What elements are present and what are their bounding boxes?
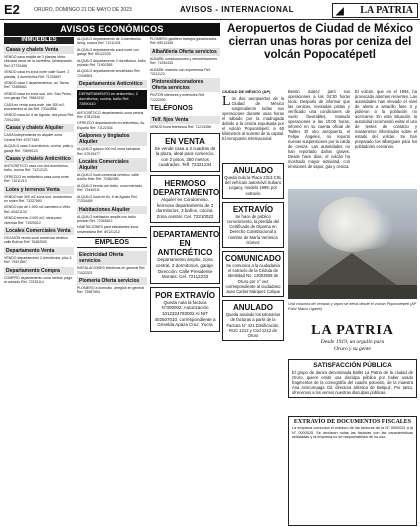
boxed-ad-title: EN VENTA (165, 136, 205, 146)
article-column-3: El volcán, que en el 1994, ha provocado alarmas recientes. Las autoridades han elevado el nivel de alerta a amarillo fase 3 y pidieron a la población no acercarse. En esta situación, la autoridad recomendó evitar el uso de lentes de contacto y mantenerse informados sobre el estado del volcán. Se han preparado los albergues para los pobladores cercanos. (355, 89, 417, 149)
category-header: Plomería Oferta servicios (77, 277, 147, 285)
classified-ad: COMPRO departamento zona central, pago al contado Ref. 72233114 (4, 275, 73, 284)
classified-ad: ALQUILO departamento zona norte con garaje Ref. 60122233 (77, 47, 139, 57)
classifieds-column-2 (77, 37, 147, 519)
classified-ad: ANTICRÉTICO casa con dos dormitorios, baño, cocina Ref. 71212121 (4, 163, 69, 173)
dateline: ORURO, DOMINGO 21 DE MAYO DE 2023 (34, 7, 132, 13)
la-patria-title: LA PATRIA (311, 323, 394, 338)
classifieds-banner: AVISOS ECONÓMICOS (4, 23, 220, 36)
boxed-ad-text: Alquiler en Condominio, hermoso departamento de 3 dormitorios, 3 baños, cocina. Zona central. Cel. 72210022 (156, 197, 214, 219)
category-header: Casas y chalets Venta (4, 46, 74, 54)
classified-ad: OFREZCO departamento en anticrético, Av. España Ref. 71122334 (77, 121, 145, 130)
volcano-photo (288, 189, 417, 299)
category-header: Lotes y terrenos Venta (4, 186, 74, 194)
drop-cap: L (222, 94, 231, 109)
category-header: Habitaciones Alquiler (77, 206, 147, 214)
article-column-2: Benito Juárez paró sus operaciones a las 04:30 horas local. Después de informar que las cenizas, revisadas pistas y verificado una condiciones de vuelo favorables, reanudó operaciones a las 10:00 horas, informó en su cuenta oficial de Twitter. El otro aeropuerto, el Felipe Ángeles, no reportó nuevas suspensiones por la caída de ceniza. Las autoridades no han reportado daños graves. Desde hace días, el volcán ha mostrado mayor actividad, con emisiones de vapor, gas y ceniza. (288, 89, 350, 169)
classified-ad: CASA independiente en alquiler zona Central Ref. 67577481 (4, 133, 62, 142)
notice-text: Se hace de público conocimiento, la pérdida del Certificado de Dipoma en Derecho Constitucional a nombre de María Verónica Gómez (226, 213, 280, 245)
article-text-1: os dos aeropuertos de la Ciudad de México suspendieron todas sus operaciones durante unas horas el sábado por la madrugada debido a la ceniza expulsada por el volcán Popocatépetl, a 60 kilómetros al sureste de la capital. El Aeropuerto Internacional (222, 96, 284, 141)
classified-ad: VENDO casa Av. 6 de Agosto, dos pisos Ref. 72012345 (4, 113, 74, 122)
page-number: E2 (4, 2, 20, 17)
category-header: Departamento Venta (4, 247, 74, 255)
boxed-ad-text: Queda nula la factura N°000002. Autorización 1012324783002 Al NIT 402507010, correspondiente a Griselda Apaza Cruz. Yucra (154, 299, 216, 328)
classified-ad: ALQUILO local en Av. 6 de Agosto Ref. 71334455 (77, 194, 138, 204)
section-title: AVISOS - INTERNACIONAL (180, 5, 294, 14)
classified-ad: ALBAÑIL maestro con experiencia Ref. 72111122 (150, 67, 211, 77)
phones-heading: TELÉFONOS (150, 105, 193, 113)
notice-title: ANULADO (233, 166, 273, 175)
foreground-ground (288, 285, 417, 299)
notice-box (222, 251, 284, 297)
la-patria-slogan-1: Desde 1919, un orgullo para (320, 339, 385, 345)
classified-ad: VENDO casa amplia de 3 plantas Vinto. Ubicada cerca de la carretera. Urbanización Ref. 67723466 (4, 55, 73, 68)
classified-ad: ALBAÑIL construcciones y remodelaciones Ref. 71254433 (150, 56, 217, 66)
ash-plume-secondary (338, 209, 398, 249)
classified-ad: ANTICRÉTICO departamento zona central Ref. 67812340 (77, 110, 144, 120)
classified-ad: VENDO casa en zona sud, Urb. San Pedro, con garaje Ref. 76543210 (4, 91, 72, 101)
lost-documents-box (288, 416, 417, 526)
boxed-ad-text: Departamento amplio, zona central, 3 dormitorios, garaje. Dirección: Calle Presidente Montes. Cel. 72112233 (155, 257, 215, 280)
notice-box (222, 202, 284, 248)
logo-text: LA PATRIA (360, 5, 413, 16)
category-header: Locales Comerciales Alquiler (77, 158, 147, 172)
category-header: Casas y chalets Alquiler (4, 124, 74, 132)
classified-ad: CASA en venta zona este, lote 300 m2, documentos al día Ref. 73344556 (4, 102, 66, 112)
article-column-1 (222, 89, 284, 141)
classified-ad: OFREZCO en anticrético casa zona norte Ref. 71011213 (4, 174, 69, 184)
category-header: Galpones y tinglados Alquiler (77, 132, 147, 146)
photo-caption: Una columna de cenizas y vapor se eleva desde el volcán Popocatépetl (AP Foto/ Marco Ugarte) (288, 302, 417, 311)
side-ads (222, 163, 284, 344)
notice-title: COMUNICADO (225, 254, 281, 264)
classified-ad: ALQUILO departamento de 3 dormitorios, living, cocina Ref. 71211431 (77, 37, 142, 46)
notice-text: Queda nula la Placa 2313 CSL del vehículo automóvil Subaru Legacy, modelo 1999, por extravío (224, 175, 282, 196)
classified-ad: ALQUILO habitación amplia con baño privado Ref. 72345612 (77, 214, 136, 223)
category-header: Departamentos Anticrético (77, 80, 147, 88)
logo-flag-icon: ◢ (336, 6, 344, 17)
category-header: Casas y chalets Anticrético (4, 155, 74, 163)
public-apology-box (288, 359, 417, 398)
classifieds-section (4, 23, 220, 519)
classified-ad: ALQUILO galpón 400 m2 zona industrial Ref. 67519477 (77, 147, 140, 156)
apology-text: El grupo de danza denominada Ballet La Patria de la ciudad de Oruro, quiere emitir una disculpa pública por haber usado fragmentos de la coreografía del cuadro potosino, de la maestra Ana Ariscurruaga Gil, directora artística de Betipuz. Por tanto, ofrecemos a los vemos nuestras disculpas públicas. (292, 370, 413, 395)
classified-ad: VENDO lote de 1.000 m2 carretera a Vinto Ref. 60421133 (4, 205, 71, 214)
boxed-ad-title: DEPARTAMENTO EN ANTICRÉTICO (153, 230, 220, 258)
boxed-ad (150, 226, 220, 283)
classified-ad: ALQUILO casa 3 dormitorios, cocina, patio y garaje Ref. 73699123 (4, 144, 74, 153)
newspaper-logo (332, 3, 418, 18)
article-area (222, 23, 418, 523)
notice-text: Queda anulado los talonarios de facturas a partir de la Factura N° 421 Dosificación, RUC 1212 y Cod 1212 de Oruro (225, 312, 281, 339)
article-headline: Aeropuertos de Ciudad de México cierran unas horas por ceniza del volcán Popocatépetl (227, 23, 413, 61)
category-header: Departamento Compra (4, 267, 74, 275)
classified-ad: PINTOR interiores y exteriores Ref. 71222090 (150, 93, 205, 102)
classified-ad: VENDO departamento 2 dormitorios, piso 3 Ref. 79321567 (4, 255, 72, 265)
notice-box (222, 300, 284, 341)
notice-text: Se comunica a la ciudadanía el extravío de la Cédula de Identidad No. 13003508 de Oruro por 1° vez correspondiente al ciudadano Juan Carlos Márquez Colque (225, 263, 281, 295)
classified-ad: PLOMERO a domicilio, arreglos en general Ref. 72987654 (77, 285, 145, 295)
boxed-ad-text: Se vende casa a 3 cuadras de la plaza, ideal para comercio, con 2 pisos, 350 metros cuadrados. Telf. 72321234 (154, 145, 216, 168)
classified-ad: VENDO lote 300 m2 zona sud, documentos en orden Ref. 73227890 (4, 194, 72, 203)
notice-title: EXTRAVÍO (232, 204, 274, 214)
employment-banner: EMPLEOS (77, 237, 147, 248)
classified-ad: ALQUILO departamento amueblado Ref. 72445501 (77, 69, 141, 78)
boxed-ad-title: HERMOSO DEPARTAMENTO (153, 179, 220, 198)
boxed-ad (150, 287, 220, 332)
classified-ad: ALQUILO local comercial céntrico, calle Adolfo Mier Ref. 72482380 (77, 173, 139, 182)
highlighted-ad: DEPARTAMENTO en anticrético, 2 dormitorios, cocina, baño Ref. 72890110 (77, 90, 147, 108)
la-patria-slogan-2: Oruro y su gente (334, 346, 371, 352)
classifieds-column-3 (150, 37, 220, 519)
article-dateline: CIUDAD DE MÉXICO (AP) (222, 89, 271, 94)
classified-ad: HABITACIONES para estudiantes zona universitaria Ref. 60121212 (77, 225, 139, 234)
notice-title: ANULADO (233, 303, 273, 313)
category-header: Pintores/decoradores Oferta servicios (150, 78, 220, 92)
boxed-ad-title: POR EXTRAVÍO (155, 290, 215, 300)
la-patria-banner (288, 323, 417, 353)
classified-ad: VENDO línea telefónica Ref. 71213456 (150, 125, 211, 130)
classified-ad: INSTALACIONES eléctricas en general Ref. 71023321 (77, 266, 146, 275)
classified-ad: OCASIÓN vendo local comercial céntrico calle Bolívar Ref. 76452000 (4, 235, 68, 245)
classified-ad: ALQUILO departamento 2 dormitorios, baño privado Ref. 71902355 (77, 58, 146, 68)
category-header: Locales Comerciales Venta (4, 227, 74, 235)
classifieds-column-1 (4, 37, 74, 519)
category-banner: INMUEBLES (4, 37, 74, 44)
classified-ad: ALQUILO tienda con baño, zona mercado Ref. 73440011 (77, 183, 143, 193)
lost-documents-title: EXTRAVÍO DE DOCUMENTOS FISCALES (293, 419, 412, 425)
category-header: Albañilería Oferta servicios (150, 48, 220, 56)
classified-ad: PLOMERO gasfitero trabajos garantizados Ref. 69012345 (150, 37, 217, 46)
boxed-ad (150, 133, 220, 172)
category-header: Telf. fijos Venta (150, 116, 220, 124)
notice-box (222, 163, 284, 199)
classified-ad: VENDO terreno 2.000 m2, ideal para vivienda Ref. 71920012 (4, 216, 62, 225)
classified-ad: VENDO casa en zona norte calle Sucre, 2 plantas, 4 dormitorios Ref. 71234567 (4, 70, 70, 79)
page-header (0, 0, 420, 20)
boxed-ad (150, 175, 220, 223)
classified-ad: VENDO casa 2 departamentos, av. Tacna Ref. 72455661 (4, 81, 69, 90)
apology-title: SATISFACCIÓN PÚBLICA (313, 362, 392, 369)
category-header: Electricidad Oferta servicios (77, 251, 147, 265)
lost-documents-text: La empresa comunica el extravío de las facturas de la N° 0000021 a la N° 0000025. Se declaran nulas las facturas con las características señaladas y la empresa no se responsabiliza de su uso. (292, 426, 413, 440)
